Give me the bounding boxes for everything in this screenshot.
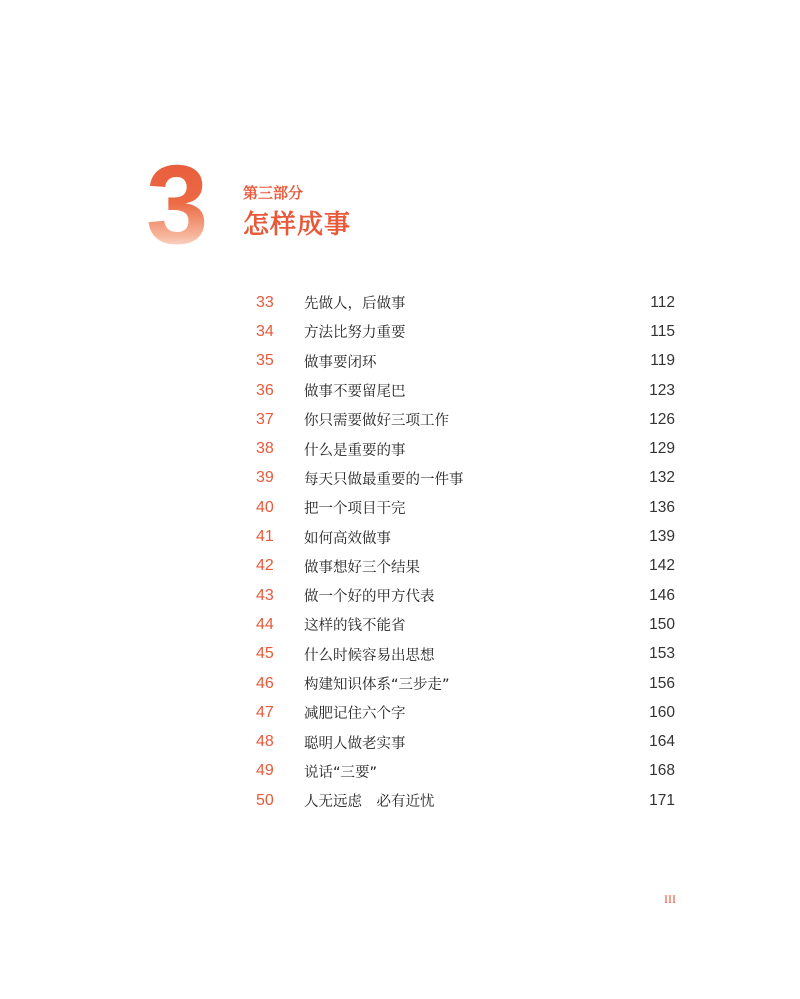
chapter-number: 34 [256,322,274,340]
page-number: 164 [649,733,675,751]
page-number: 136 [649,498,675,516]
chapter-title: 聪明人做老实事 [304,735,406,752]
chapter-number: 43 [256,586,274,604]
chapter-number: 38 [256,440,274,458]
toc-entry-50[interactable] [250,786,680,815]
toc-entry-42[interactable] [250,552,680,581]
toc-entry-36[interactable] [250,376,680,405]
chapter-title: 如何高效做事 [304,530,391,547]
page-number: 156 [649,674,675,692]
part-number: 3 [146,150,236,260]
chapter-title: 什么是重要的事 [304,442,406,459]
chapter-number: 33 [256,293,274,311]
toc-entry-49[interactable] [250,757,680,786]
page-number: 119 [650,352,675,370]
page-number: 115 [650,322,675,340]
chapter-title: 方法比努力重要 [304,325,406,342]
chapter-title: 什么时候容易出思想 [304,647,435,664]
chapter-title: 说话“三要” [304,764,378,781]
toc-entry-44[interactable] [250,610,680,639]
page-number: 160 [649,703,675,721]
chapter-title: 做一个好的甲方代表 [304,589,435,606]
chapter-number: 40 [256,498,274,516]
page-number: 112 [650,293,675,311]
chapter-number: 47 [256,703,274,721]
page-number: 132 [649,469,675,487]
part-label: 第三部分 [243,184,304,202]
chapter-title: 构建知识体系“三步走” [304,677,450,693]
chapter-title: 做事想好三个结果 [304,559,420,576]
chapter-title: 做事不要留尾巴 [304,384,406,401]
chapter-number: 35 [256,352,274,370]
page-number: 150 [649,615,675,633]
toc-entry-35[interactable] [250,347,680,376]
chapter-number: 44 [256,615,274,633]
toc-entry-46[interactable] [250,669,680,698]
chapter-number: 45 [256,645,274,663]
chapter-title: 你只需要做好三项工作 [304,413,449,430]
page-number: 139 [649,528,675,546]
page-number: 126 [649,410,675,428]
chapter-number: 46 [256,674,274,692]
page-number: 171 [649,791,675,809]
toc-entry-40[interactable] [250,493,680,522]
page-number: 153 [649,645,675,663]
toc-entry-41[interactable] [250,522,680,551]
toc-entry-38[interactable] [250,434,680,463]
chapter-title: 减肥记住六个字 [304,706,406,723]
chapter-title: 做事要闭环 [304,354,377,371]
toc-entry-39[interactable] [250,464,680,493]
toc-entry-37[interactable] [250,405,680,434]
page-number: 129 [649,440,675,458]
chapter-number: 48 [256,733,274,751]
chapter-title: 每天只做最重要的一件事 [304,471,464,488]
chapter-number: 36 [256,381,274,399]
toc-entry-33[interactable] [250,288,680,317]
toc-entry-48[interactable] [250,727,680,756]
toc-entry-45[interactable] [250,640,680,669]
chapter-number: 39 [256,469,274,487]
chapter-number: 50 [256,791,274,809]
chapter-title: 人无远虑 必有近忧 [304,794,435,811]
chapter-number: 37 [256,410,274,428]
page-folio: III [664,892,676,906]
chapter-title: 这样的钱不能省 [304,618,406,635]
page-number: 142 [649,557,675,575]
part-title: 怎样成事 [243,210,352,240]
table-of-contents [250,288,680,815]
toc-entry-43[interactable] [250,581,680,610]
toc-entry-34[interactable] [250,317,680,346]
chapter-title: 先做人，后做事 [304,296,406,313]
page-number: 168 [649,762,675,780]
page-number: 146 [649,586,675,604]
chapter-title: 把一个项目干完 [304,501,406,518]
chapter-number: 42 [256,557,274,575]
toc-entry-47[interactable] [250,698,680,727]
page-number: 123 [649,381,675,399]
chapter-number: 49 [256,762,274,780]
chapter-number: 41 [256,528,274,546]
